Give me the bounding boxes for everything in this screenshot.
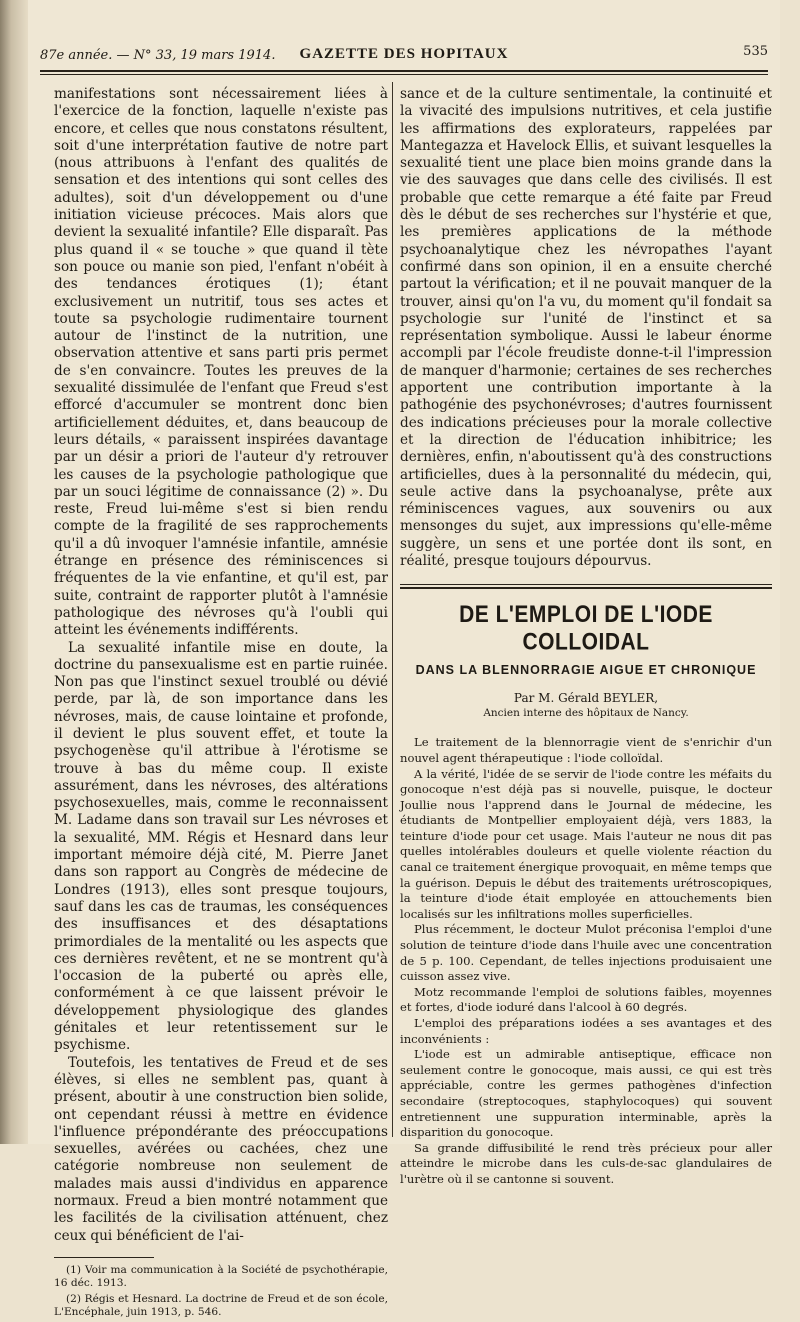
binding-edge xyxy=(0,0,28,1144)
article-rule-thick xyxy=(400,587,772,589)
article-paragraph: Sa grande diffusibilité le rend très précieux pour aller atteindre le microbe dans les culs-de-sac glandulaires de l'urètre où il se cantonne si souvent. xyxy=(400,1140,772,1186)
footnote: (2) Régis et Hesnard. La doctrine de Freud et de son école, L'Encéphale, juin 1913, p. 546. xyxy=(54,1292,388,1318)
article-paragraph: Le traitement de la blennorragie vient de s'enrichir d'un nouvel agent thérapeutique : l'iode colloïdal. xyxy=(400,735,772,765)
article-subtitle: DANS LA BLENNORRAGIE AIGUE ET CHRONIQUE xyxy=(415,663,757,678)
article-paragraph: Motz recommande l'emploi de solutions faibles, moyennes et fortes, d'iode ioduré dans l'alcool à 60 degrés. xyxy=(400,984,772,1015)
body-paragraph: Toutefois, les tentatives de Freud et de ses élèves, si elles ne semblent pas, quant à présent, aboutir à une construction bien solide, ont cependant réussi à mettre en évidence l'influence prépondérante des préoccupations sexuelles, avérées ou cachées, chez une catégorie nombreuse non seulement de malades mais aussi d'individus en apparence normaux. Freud a bien montré notamment que les facilités de la civilisation atténuent, chez ceux qui bénéficient de l'ai- xyxy=(54,1054,388,1244)
footnote: (1) Voir ma communication à la Société de psychothérapie, 16 déc. 1913. xyxy=(54,1263,388,1289)
journal-title: GAZETTE DES HOPITAUX xyxy=(299,46,509,62)
body-paragraph: La sexualité infantile mise en doute, la doctrine du pansexualisme est en partie ruinée. Non pas que l'instinct sexuel troublé ou dévié perde, par là, de son importance dans les névroses, mais, de cause lointaine et profonde, il devient le plus souvent effet, et toute la psychogenèse qu'il attribue à l'érotisme se trouve à bas du même coup. Il existe assurément, dans les névroses, des altérations psychosexuelles, mais, comme le reconnaissent M. Ladame dans son travail sur Les névroses et la sexualité, MM. Régis et Hesnard dans leur important mémoire déjà cité, M. Pierre Janet dans son rapport au Congrès de médecine de Londres (1913), elles sont presque toujours, sauf dans les cas de traumas, les conséquences des insuffisances et des désaptations primordiales de la mentalité ou les aspects que ces dernières revêtent, et ne se montrent qu'à l'occasion de la puberté ou après elle, conformément à ce que laissent prévoir le développement physiologique des glandes génitales et leur retentissement sur le psychisme. xyxy=(54,639,388,1054)
article-author-role: Ancien interne des hôpitaux de Nancy. xyxy=(483,707,689,720)
article-paragraph: Plus récemment, le docteur Mulot préconisa l'emploi d'une solution de teinture d'iode dans l'huile avec une concentration de 5 p. 100. Cependant, de telles injections produisaient une cuisson assez vive. xyxy=(400,922,772,984)
footnote-rule xyxy=(54,1257,154,1258)
column-divider xyxy=(392,82,393,1137)
page-number: 535 xyxy=(743,44,768,59)
article-paragraph: L'emploi des préparations iodées a ses avantages et des inconvénients : xyxy=(400,1016,772,1046)
header-rule xyxy=(40,70,768,72)
left-column xyxy=(54,86,388,1322)
article-rule xyxy=(400,584,772,585)
issue-info: 87e année. — N° 33, 19 mars 1914. xyxy=(40,48,276,63)
page-header xyxy=(40,44,768,66)
body-paragraph: sance et de la culture sentimentale, la continuité et la vivacité des impulsions nutritives, et cela justifie les affirmations des explorateurs, rappelées par Mantegazza et Havelock Ellis, et suivant lesquelles la sexualité tient une place bien moins grande dans la vie des sauvages que dans celle des civilisés. Il est probable que cette remarque a été faite par Freud dès le début de ses recherches sur l'hystérie et que, les premières applications de la méthode psychoanalytique chez les névropathes l'ayant confirmé dans son opinion, il en a ensuite cherché partout la vérification; et il ne pouvait manquer de la trouver, ainsi qu'on l'a vu, du moment qu'il fondait sa psychologie sur l'unité de l'instinct et sa représentation symbolique. Aussi le labeur énorme accompli par l'école freudiste donne-t-il l'impression de manquer d'harmonie; certaines de ses recherches apportent une contribution importante à la pathogénie des psychonévroses; d'autres fournissent des indications précieuses pour la morale collective et la direction de l'éducation inhibitrice; les dernières, enfin, n'aboutissent qu'à des constructions artificielles, dues à la personnalité du médecin, qui, seule active dans la psychoanalyse, prête aux réminiscences vagues, aux souvenirs ou aux mensonges du sujet, aux impressions qu'elle-même suggère, un sens et une portée dont ils sont, en réalité, presque toujours dépourvus. xyxy=(400,86,772,570)
right-column xyxy=(400,86,772,1188)
article-paragraph: L'iode est un admirable antiseptique, efficace non seulement contre le gonocoque, mais aussi, ce qui est très appréciable, contre les germes pathogènes d'infection secondaire (streptocoques, staphylocoques) qui souvent entretiennent une suppuration interminable, après la disparition du gonocoque. xyxy=(400,1047,772,1140)
article-paragraph: A la vérité, l'idée de se servir de l'iode contre les méfaits du gonocoque n'est déjà pas si nouvelle, puisque, le docteur Joullie nous l'apprend dans le Journal de médecine, les étudiants de Montpellier employaient déjà, vers 1883, la teinture d'iode pour cet usage. Mais l'auteur ne nous dit pas quelles intolérables douleurs et quelle violente réaction du canal ce traitement énergique provoquait, en même temps que la guérison. Depuis le début des traitements urétroscopiques, la teinture d'iode était employée en attouchements bien localisés sur les infiltrations molles superficielles. xyxy=(400,766,772,921)
article-author: Par M. Gérald BEYLER, xyxy=(513,691,659,706)
body-paragraph: manifestations sont nécessairement liées à l'exercice de la fonction, laquelle n'existe pas encore, et celles que nous constatons résultent, soit d'une interprétation fautive de notre part (nous attribuons à l'enfant des qualités de sensation et des intentions qui sont celles des adultes), soit d'un développement ou d'une initiation vicieuse précoces. Mais alors que devient la sexualité infantile? Elle disparaît. Pas plus quand il « se touche » que quand il tète son pouce ou manie son pied, l'enfant n'obéit à des tendances érotiques (1); étant exclusivement un nutritif, tous ses actes et toute sa psychologie rudimentaire tournent autour de l'instinct de la nutrition, une observation attentive et sans parti pris permet de s'en convaincre. Toutes les preuves de la sexualité dissimulée de l'enfant que Freud s'est efforcé d'accumuler se montrent donc bien artificiellement déduites, et, dans beaucoup de leurs détails, « paraissent inspirées davantage par un désir a priori de l'auteur d'y retrouver les causes de la psychologie pathologique que par un souci légitime de connaissance (2) ». Du reste, Freud lui-même s'est si bien rendu compte de la fragilité de ses rapprochements qu'il a dû invoquer l'amnésie infantile, amnésie étrange en présence des réminiscences si fréquentes de la vie enfantine, et qu'il est, par suite, contraint de rapporter plutôt à l'amnésie pathologique des névroses qu'à l'oubli qui atteint les événements indifférents. xyxy=(54,86,388,639)
newspaper-page xyxy=(28,0,780,1318)
header-rule-thin xyxy=(40,74,768,75)
article-title: DE L'EMPLOI DE L'IODE COLLOIDAL xyxy=(459,601,713,656)
